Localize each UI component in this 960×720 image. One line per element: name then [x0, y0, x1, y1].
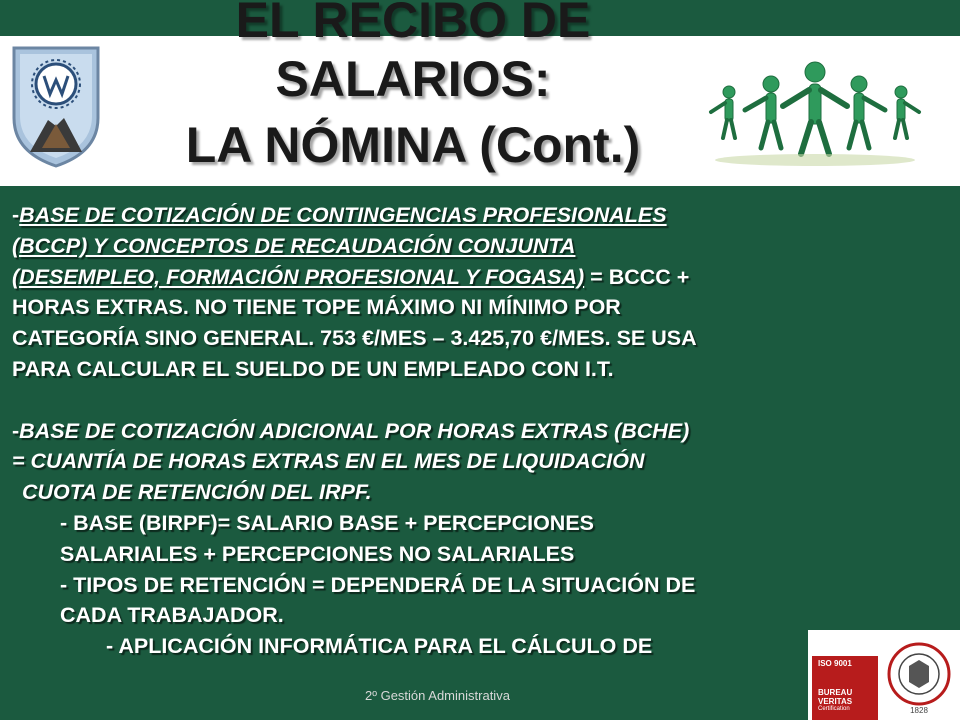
- bccp-paragraph: [12, 200, 952, 385]
- slide-title: [118, 0, 708, 178]
- title-line-2: SALARIOS:: [275, 51, 551, 107]
- bche-paragraph: [12, 416, 952, 478]
- bccp-heading-line-2: (BCCP) Y CONCEPTOS DE RECAUDACIÓN CONJUNTA: [12, 233, 576, 258]
- footer-course: 2º Gestión Administrativa: [365, 688, 510, 703]
- bullet-dash: -: [12, 418, 20, 443]
- school-crest-logo: [6, 40, 106, 170]
- slide-body: [12, 200, 952, 662]
- bccp-line-6: PARA CALCULAR EL SUELDO DE UN EMPLEADO CON I.T.: [12, 356, 614, 381]
- bccp-formula: = BCCC +: [584, 264, 690, 289]
- title-line-1: EL RECIBO DE: [235, 0, 591, 48]
- certification-label: Certification: [818, 706, 850, 712]
- bccp-heading-line-1: BASE DE COTIZACIÓN DE CONTINGENCIAS PROFESIONALES: [19, 203, 667, 227]
- bccp-heading-line-3: (DESEMPLEO, FORMACIÓN PROFESIONAL Y FOGASA): [12, 264, 585, 289]
- paragraph-gap: [12, 385, 952, 416]
- people-chain-illustration: [705, 60, 925, 170]
- irpf-rates-line-2: CADA TRABAJADOR.: [60, 603, 284, 628]
- iso-label: ISO 9001: [818, 659, 852, 668]
- bche-line-2: = CUANTÍA DE HORAS EXTRAS EN EL MES DE LIQUIDACIÓN: [12, 449, 645, 474]
- bullet-dash: -: [12, 203, 20, 227]
- bureau-veritas-seal-logo: [884, 640, 954, 716]
- bccp-line-4: HORAS EXTRAS. NO TIENE TOPE MÁXIMO NI MÍNIMO POR: [12, 295, 621, 320]
- certifier-name: BUREAU VERITAS: [818, 688, 853, 706]
- irpf-heading: CUOTA DE RETENCIÓN DEL IRPF.: [22, 480, 372, 505]
- bccp-line-5: CATEGORÍA SINO GENERAL. 753 €/MES – 3.425,70 €/MES. SE USA: [12, 326, 697, 351]
- irpf-rates-line-1: - TIPOS DE RETENCIÓN = DEPENDERÁ DE LA SITUACIÓN DE: [60, 572, 696, 597]
- svg-text:1828: 1828: [910, 706, 928, 715]
- irpf-app-line-1: - APLICACIÓN INFORMÁTICA PARA EL CÁLCULO DE: [106, 634, 653, 659]
- title-line-3: LA NÓMINA (Cont.): [185, 117, 641, 173]
- irpf-base-line-2: SALARIALES + PERCEPCIONES NO SALARIALES: [60, 541, 575, 566]
- bche-line-1: BASE DE COTIZACIÓN ADICIONAL POR HORAS EXTRAS (BCHE): [19, 418, 690, 443]
- irpf-base-line-1: - BASE (BIRPF)= SALARIO BASE + PERCEPCIONES: [60, 510, 594, 535]
